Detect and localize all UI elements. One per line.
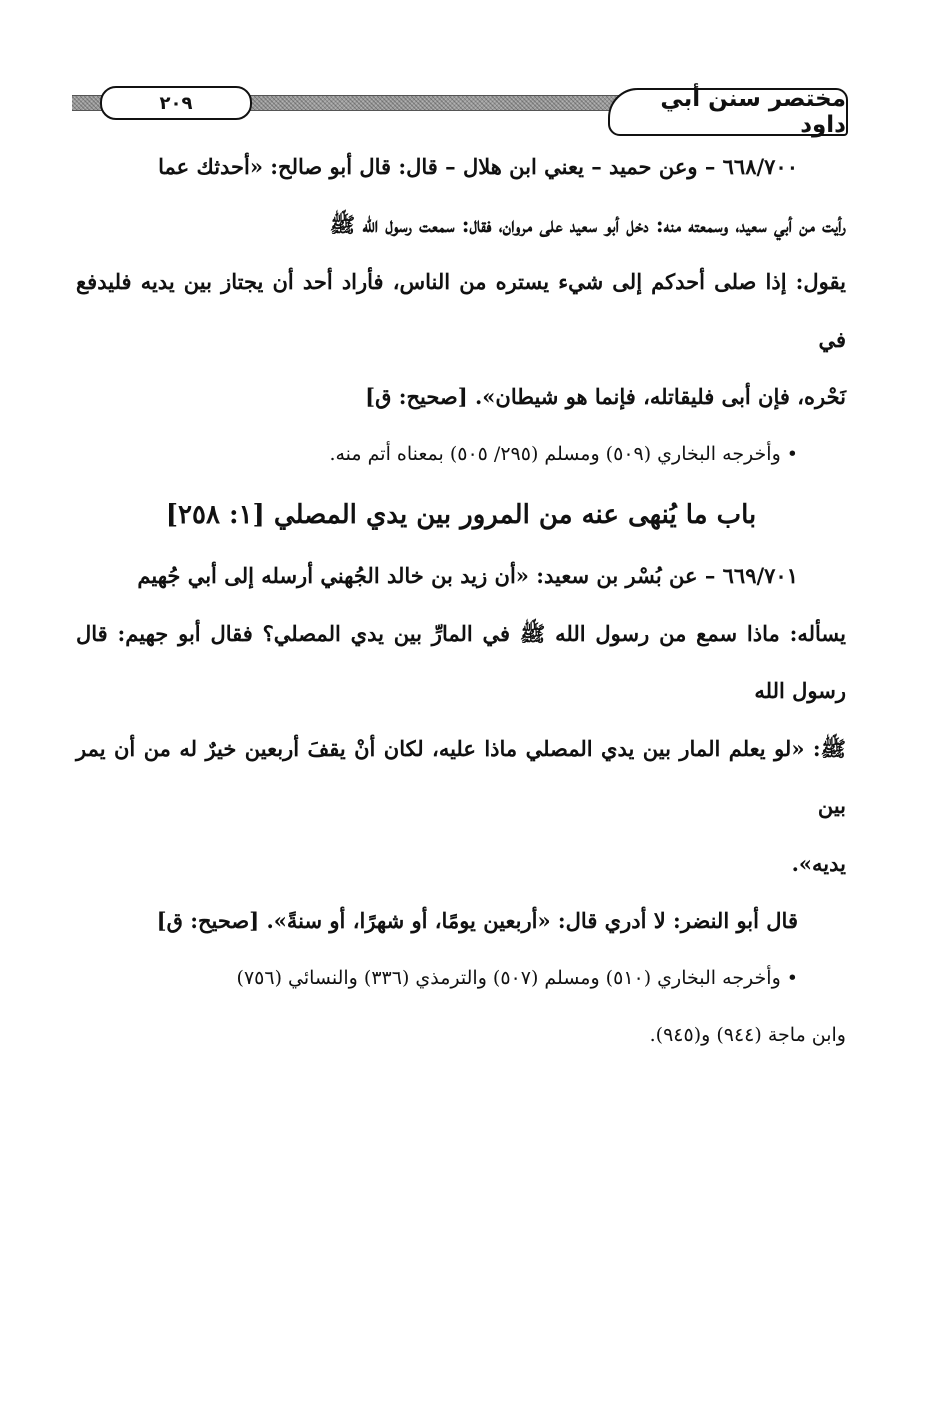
hadith-701-takhrij-line-1: • وأخرجه البخاري (٥١٠) ومسلم (٥٠٧) والترمذي (٣٣٦) والنسائي (٧٥٦) [236, 966, 798, 989]
hadith-701-line-3: ﷺ: «لو يعلم المار بين يدي المصلي ماذا عليه، لكان أنْ يقفَ أربعين خيرٌ له من أن يمر بين [76, 735, 846, 818]
hadith-701-line-4: يديه». [791, 850, 846, 876]
hadith-701-line-2: يسأله: ماذا سمع من رسول الله ﷺ في المارِّ بين يدي المصلي؟ فقال أبو جهيم: قال رسول الله [76, 620, 846, 703]
hadith-700-line-1: ٦٦٨/٧٠٠ – وعن حميد – يعني ابن هلال – قال: قال أبو صالح: «أحدثك عما [158, 154, 798, 179]
hadith-700-takhrij: • وأخرجه البخاري (٥٠٩) ومسلم (٢٩٥/ ٥٠٥) بمعناه أتم منه. [329, 442, 798, 465]
page-header [72, 86, 848, 140]
page-body [76, 138, 846, 1065]
hadith-700-line-3: يقول: إذا صلى أحدكم إلى شيء يستره من الناس، فأراد أحد أن يجتاز بين يديه فليدفع في [76, 269, 846, 352]
narrator-note: قال أبو النضر: لا أدري قال: «أربعين يومًا، أو شهرًا، أو سنةً». [صحيح: ق] [156, 908, 798, 933]
hadith-701-line-1: ٦٦٩/٧٠١ – عن بُسْر بن سعيد: «أن زيد بن خالد الجُهني أرسله إلى أبي جُهيم [137, 563, 798, 588]
page-number: ٢٠٩ [100, 86, 252, 120]
chapter-heading: باب ما يُنهى عنه من المرور بين يدي المصلي [١: ٢٥٨] [165, 500, 757, 530]
hadith-701-takhrij-line-2: وابن ماجة (٩٤٤) و(٩٤٥). [649, 1024, 846, 1046]
hadith-700-line-4: نَحْره، فإن أبى فليقاتله، فإنما هو شيطان». [صحيح: ق] [365, 384, 846, 409]
book-title: مختصر سنن أبي داود [608, 88, 848, 136]
hadith-700-line-2: رأيت من أبي سعيد، وسمعته منه: دخل أبو سعيد على مروان، فقال: سمعت رسول الله ﷺ [329, 211, 846, 237]
